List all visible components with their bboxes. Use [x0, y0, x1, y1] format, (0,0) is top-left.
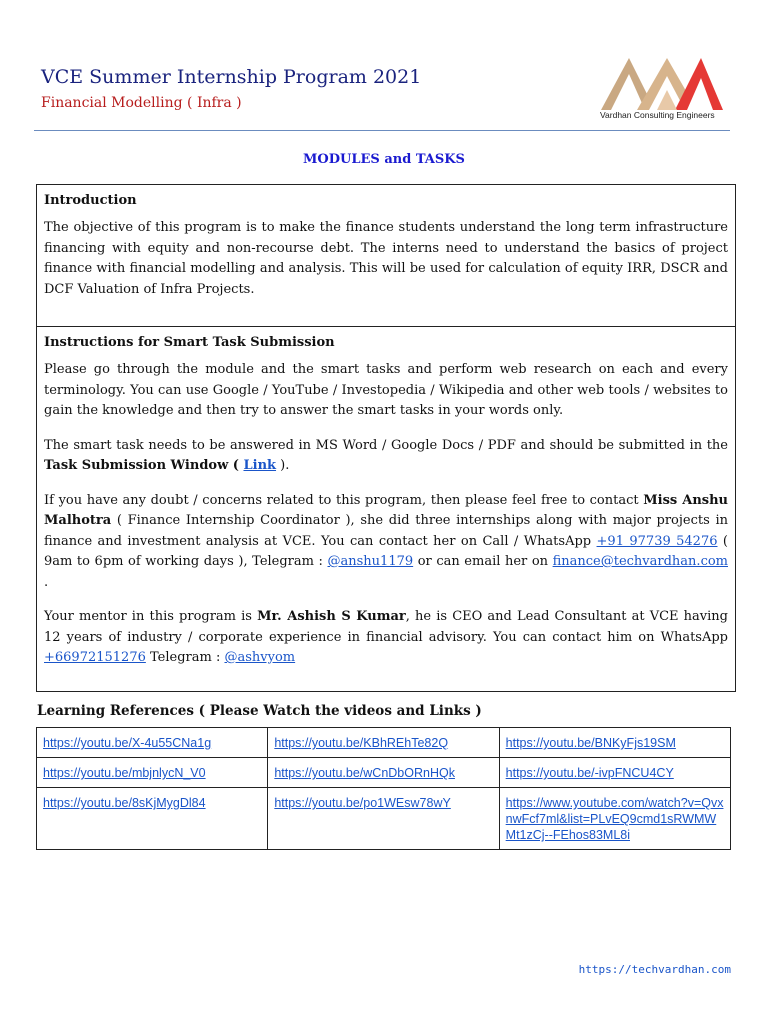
p3-text-e: . [44, 574, 49, 590]
coordinator-name: Miss Anshu Malhotra [44, 492, 728, 528]
table-cell [268, 788, 499, 850]
table-row [37, 758, 731, 788]
references-table [36, 727, 731, 850]
table-cell [37, 788, 268, 850]
header-divider [34, 130, 730, 131]
mentor-phone-link[interactable]: +66972151276 [44, 650, 146, 665]
p4-text-b: , he is CEO and Lead Consultant at VCE having 12 years of industry / corporate experience in financial advisory. You can contact him on WhatsApp [44, 609, 728, 645]
p2-text-a: The smart task needs to be answered in MS Word / Google Docs / PDF and should be submitted in the [44, 437, 728, 453]
coordinator-phone-link[interactable]: +91 97739 54276 [596, 533, 718, 549]
reference-link[interactable]: https://youtu.be/BNKyFjs19SM [505, 736, 676, 750]
p3-text-c: ( 9am to 6pm of working days ), Telegram : [44, 533, 728, 569]
learning-references-heading: Learning References ( Please Watch the videos and Links ) [37, 703, 482, 719]
submission-link[interactable]: Link [243, 458, 277, 473]
instructions-heading: Instructions for Smart Task Submission [44, 335, 335, 350]
introduction-heading: Introduction [44, 193, 137, 208]
p4-text-a: Your mentor in this program is [44, 609, 258, 624]
p3-text-b: ( Finance Internship Coordinator ), she did three internships along with major projects in finance and investment analysis at VCE. You can contact her on Call / WhatsApp [44, 513, 728, 549]
modules-heading: MODULES and TASKS [303, 152, 465, 167]
p2-text-b: ( [228, 458, 244, 473]
page-subtitle: Financial Modelling ( Infra ) [41, 95, 242, 111]
p4-text-c: Telegram : [145, 650, 225, 665]
instructions-paragraph-1: Please go through the module and the smart tasks and perform web research on each and every terminology. You can use Google / YouTube / Investopedia / Wikipedia and other web tools / websites to gain the knowledge and then try to answer the smart tasks in your words only. [44, 362, 728, 418]
table-cell [37, 728, 268, 758]
logo-text: Vardhan Consulting Engineers [600, 110, 715, 120]
introduction-box [36, 184, 736, 327]
instructions-paragraph-2 [44, 436, 728, 477]
reference-link[interactable]: https://youtu.be/-ivpFNCU4CY [505, 766, 674, 780]
p2-text-c: ). [276, 458, 290, 473]
reference-link[interactable]: https://youtu.be/X-4u55CNa1g [43, 736, 212, 750]
table-cell [268, 758, 499, 788]
reference-link[interactable]: https://youtu.be/po1WEsw78wY [274, 796, 451, 810]
instructions-paragraph-3 [44, 491, 728, 594]
reference-link[interactable]: https://youtu.be/8sKjMygDl84 [43, 796, 206, 810]
table-cell [499, 758, 730, 788]
footer-url[interactable]: https://techvardhan.com [578, 963, 731, 976]
p3-text-a: If you have any doubt / concerns related to this program, then please feel free to contact [44, 492, 644, 508]
table-cell [499, 728, 730, 758]
table-row [37, 728, 731, 758]
introduction-text: The objective of this program is to make the finance students understand the long term infrastructure financing with equity and non-recourse debt. The interns need to understand the basics of project finance with financial modelling and analysis. This will be used for calculation of equity IRR, DSCR and DCF Valuation of Infra Projects. [44, 220, 728, 297]
table-row [37, 788, 731, 850]
mentor-name: Mr. Ashish S Kumar [257, 609, 406, 624]
page-title: VCE Summer Internship Program 2021 [41, 66, 422, 88]
table-cell [268, 728, 499, 758]
reference-link[interactable]: https://youtu.be/wCnDbORnHQk [274, 766, 455, 780]
coordinator-telegram-link[interactable]: @anshu1179 [327, 554, 414, 569]
instructions-paragraph-4 [44, 607, 728, 669]
task-submission-window-label: Task Submission Window [44, 458, 229, 473]
table-cell [37, 758, 268, 788]
instructions-box [36, 326, 736, 692]
reference-link[interactable]: https://www.youtube.com/watch?v=QvxnwFcf7ml&list=PLvEQ9cmd1sRWMWMt1zCj--FEhos83ML8i [505, 796, 724, 842]
coordinator-email-link[interactable]: finance@techvardhan.com [552, 554, 728, 569]
table-cell [499, 788, 730, 850]
p3-text-d: or can email her on [413, 554, 553, 569]
reference-link[interactable]: https://youtu.be/KBhREhTe82Q [274, 736, 449, 750]
reference-link[interactable]: https://youtu.be/mbjnlycN_V0 [43, 766, 206, 780]
mentor-telegram-link[interactable]: @ashvyom [224, 650, 296, 665]
